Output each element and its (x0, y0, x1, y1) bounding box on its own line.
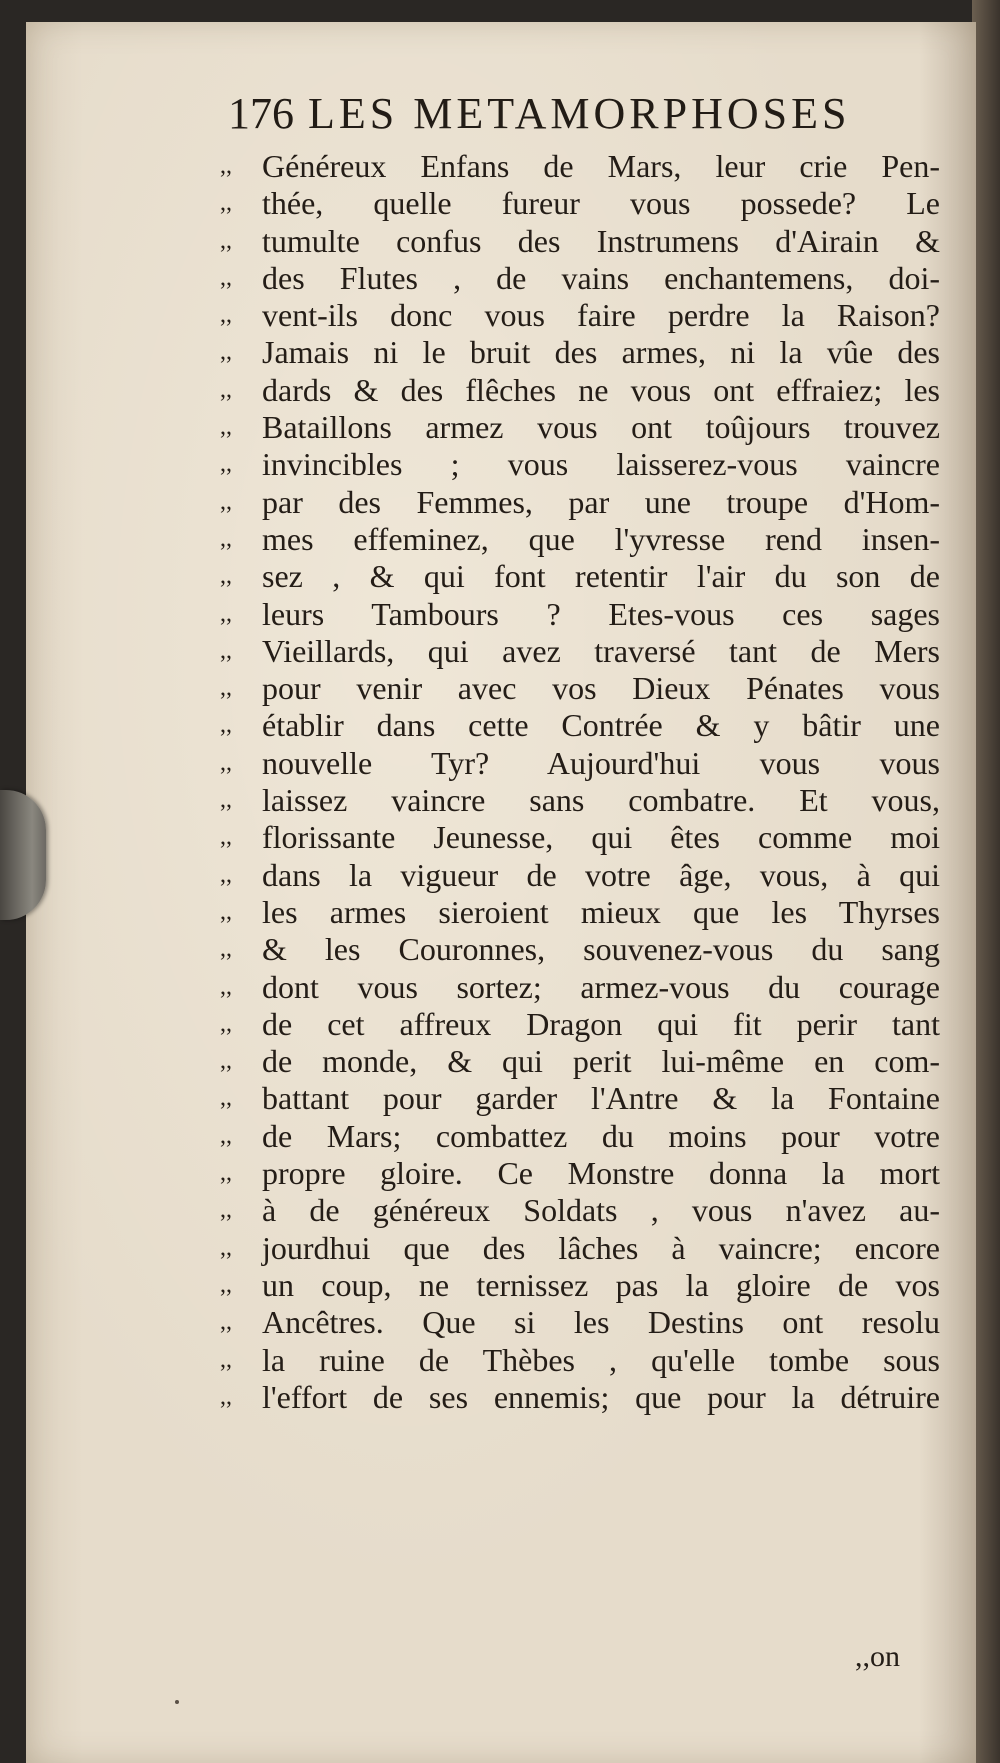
quote-mark: ,, (220, 376, 232, 403)
line-text: par des Femmes, par une troupe d'Hom- (262, 483, 940, 520)
text-line (220, 521, 940, 558)
line-text: invincibles ; vous laisserez-vous vaincre (262, 446, 940, 483)
text-line (220, 596, 940, 633)
line-text: dans la vigueur de votre âge, vous, à qui (262, 856, 940, 893)
text-line (220, 707, 940, 744)
line-text: établir dans cette Contrée & y bâtir une (262, 707, 940, 744)
quote-mark: ,, (220, 1048, 232, 1075)
running-head (228, 88, 850, 139)
quote-mark: ,, (220, 488, 232, 515)
catchword: ,,on (855, 1640, 900, 1673)
line-text: dont vous sortez; armez-vous du courage (262, 968, 940, 1005)
quote-mark: ,, (220, 153, 232, 179)
line-text: Bataillons armez vous ont toûjours trouvez (262, 409, 940, 446)
quote-mark: ,, (220, 787, 232, 814)
text-line (220, 782, 940, 819)
line-text: des Flutes , de vains enchantemens, doi- (262, 259, 940, 296)
quote-mark: ,, (220, 973, 232, 1000)
line-text: l'effort de ses ennemis; que pour la détruire (262, 1378, 940, 1415)
quote-mark: ,, (220, 600, 232, 627)
line-text: Vieillards, qui avez traversé tant de Mers (262, 632, 940, 669)
quote-mark: ,, (220, 712, 232, 739)
quote-mark: ,, (220, 1383, 232, 1410)
line-text: Jamais ni le bruit des armes, ni la vûe des (262, 334, 940, 371)
text-line (220, 558, 940, 595)
line-text: pour venir avec vos Dieux Pénates vous (262, 670, 940, 707)
quote-mark: ,, (220, 339, 232, 366)
text-line (220, 409, 940, 446)
quote-mark: ,, (220, 637, 232, 664)
line-text: un coup, ne ternissez pas la gloire de vos (262, 1266, 940, 1303)
text-line (220, 819, 940, 856)
line-text: Généreux Enfans de Mars, leur crie Pen- (262, 148, 940, 184)
quote-mark: ,, (220, 749, 232, 776)
text-line (220, 260, 940, 297)
text-line (220, 1379, 940, 1416)
line-text: nouvelle Tyr? Aujourd'hui vous vous (262, 744, 940, 781)
quote-mark: ,, (220, 1346, 232, 1373)
text-line (220, 969, 940, 1006)
line-text: propre gloire. Ce Monstre donna la mort (262, 1155, 940, 1192)
quote-mark: ,, (220, 936, 232, 963)
line-text: mes effeminez, que l'yvresse rend insen- (262, 520, 940, 557)
line-text: Ancêtres. Que si les Destins ont resolu (262, 1304, 940, 1341)
body-text (220, 148, 940, 1416)
line-text: dards & des flêches ne vous ont effraiez; les (262, 371, 940, 408)
quote-mark: ,, (220, 675, 232, 702)
text-line (220, 297, 940, 334)
quote-mark: ,, (220, 302, 232, 329)
quote-mark: ,, (220, 861, 232, 888)
line-text: florissante Jeunesse, qui êtes comme moi (262, 819, 940, 856)
text-line (220, 1155, 940, 1192)
quote-mark: ,, (220, 227, 232, 254)
quote-mark: ,, (220, 1271, 232, 1298)
text-line (220, 372, 940, 409)
running-title: LES METAMORPHOSES (308, 89, 851, 138)
text-line (220, 334, 940, 371)
line-text: laissez vaincre sans combatre. Et vous, (262, 782, 940, 819)
page-edge (972, 0, 1000, 1763)
text-line (220, 1304, 940, 1341)
text-line (220, 1192, 940, 1229)
text-line (220, 446, 940, 483)
quote-mark: ,, (220, 264, 232, 291)
line-text: la ruine de Thèbes , qu'elle tombe sous (262, 1341, 940, 1378)
text-line (220, 223, 940, 260)
text-line (220, 1118, 940, 1155)
text-line (220, 931, 940, 968)
page-clip (0, 790, 46, 920)
quote-mark: ,, (220, 563, 232, 590)
line-text: battant pour garder l'Antre & la Fontaine (262, 1080, 940, 1117)
line-text: jourdhui que des lâches à vaincre; encore (262, 1229, 940, 1266)
text-line (220, 1267, 940, 1304)
quote-mark: ,, (220, 1122, 232, 1149)
text-line (220, 484, 940, 521)
quote-mark: ,, (220, 1160, 232, 1187)
page-number: 176 (228, 89, 294, 138)
line-text: de Mars; combattez du moins pour votre (262, 1117, 940, 1154)
text-line (220, 857, 940, 894)
text-line (220, 670, 940, 707)
quote-mark: ,, (220, 1085, 232, 1112)
quote-mark: ,, (220, 1010, 232, 1037)
quote-mark: ,, (220, 190, 232, 217)
text-line (220, 1342, 940, 1379)
quote-mark: ,, (220, 1234, 232, 1261)
line-text: de monde, & qui perit lui-même en com- (262, 1043, 940, 1080)
line-text: & les Couronnes, souvenez-vous du sang (262, 931, 940, 968)
text-line (220, 894, 940, 931)
text-line (220, 1080, 940, 1117)
ink-speck (175, 1700, 179, 1704)
line-text: de cet affreux Dragon qui fit perir tant (262, 1005, 940, 1042)
line-text: thée, quelle fureur vous possede? Le (262, 185, 940, 222)
text-line (220, 1006, 940, 1043)
line-text: vent-ils donc vous faire perdre la Raison? (262, 297, 940, 334)
text-line (220, 633, 940, 670)
line-text: leurs Tambours ? Etes-vous ces sages (262, 595, 940, 632)
quote-mark: ,, (220, 898, 232, 925)
line-text: les armes sieroient mieux que les Thyrses (262, 893, 940, 930)
quote-mark: ,, (220, 414, 232, 441)
text-line (220, 1043, 940, 1080)
quote-mark: ,, (220, 1309, 232, 1336)
text-line (220, 1230, 940, 1267)
line-text: sez , & qui font retentir l'air du son de (262, 558, 940, 595)
text-line (220, 148, 940, 185)
quote-mark: ,, (220, 451, 232, 478)
text-line (220, 745, 940, 782)
line-text: tumulte confus des Instrumens d'Airain & (262, 222, 940, 259)
text-line (220, 185, 940, 222)
quote-mark: ,, (220, 1197, 232, 1224)
quote-mark: ,, (220, 824, 232, 851)
line-text: à de généreux Soldats , vous n'avez au- (262, 1192, 940, 1229)
quote-mark: ,, (220, 525, 232, 552)
